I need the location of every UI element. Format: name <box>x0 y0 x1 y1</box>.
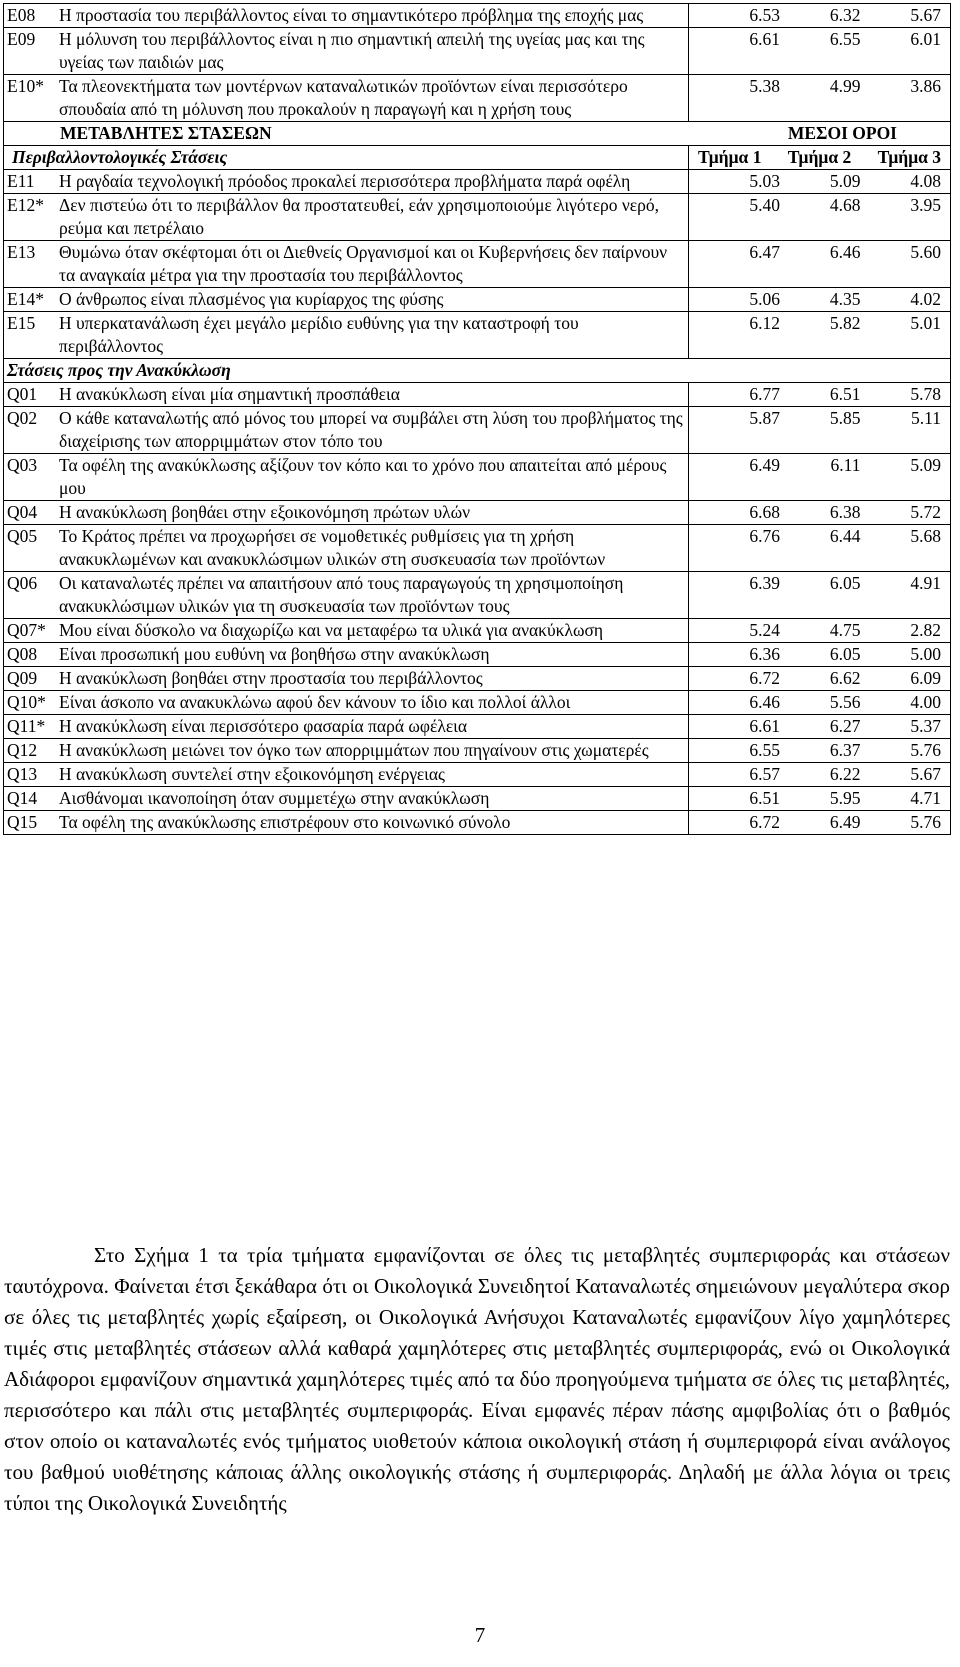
table-row <box>4 501 951 525</box>
mean-segment-2: 6.38 <box>829 502 861 522</box>
section-row-recycling <box>4 359 951 383</box>
column-header-segment-2: Τμήμα 2 <box>787 147 852 167</box>
mean-segment-1: 6.72 <box>749 812 780 832</box>
item-code: Q09 <box>7 668 38 688</box>
mean-segment-2: 6.55 <box>829 29 861 49</box>
item-statement: Η υπερκατανάλωση έχει μεγάλο μερίδιο ευθύνης για την καταστροφή του περιβάλλοντος <box>59 313 579 356</box>
mean-segment-3: 5.76 <box>910 812 941 832</box>
mean-segment-1: 5.06 <box>749 289 780 309</box>
mean-segment-3: 4.00 <box>910 692 941 712</box>
mean-segment-3: 5.09 <box>910 455 941 475</box>
mean-segment-2: 6.37 <box>829 740 861 760</box>
item-code: E15 <box>7 313 36 333</box>
mean-segment-2: 6.22 <box>829 764 861 784</box>
mean-segment-2: 6.46 <box>829 242 861 262</box>
mean-segment-1: 5.24 <box>749 620 780 640</box>
mean-segment-1: 6.39 <box>749 573 780 593</box>
table-row <box>4 715 951 739</box>
item-code: E12* <box>7 195 44 215</box>
item-code: Q12 <box>7 740 38 760</box>
mean-segment-3: 4.02 <box>910 289 941 309</box>
table-row <box>4 312 951 359</box>
header-right-label: ΜΕΣΟΙ ΟΡΟΙ <box>787 123 897 143</box>
item-statement: Τα οφέλη της ανακύκλωσης επιστρέφουν στο κοινωνικό σύνολο <box>59 812 511 832</box>
mean-segment-3: 2.82 <box>910 620 941 640</box>
table-row <box>4 75 951 122</box>
item-statement: Τα πλεονεκτήματα των μοντέρνων καταναλωτικών προϊόντων είναι περισσότερο σπουδαία από τη μόλυνση που προκαλούν η παραγωγή και η χρήση τους <box>59 76 628 119</box>
item-statement: Η ανακύκλωση βοηθάει στην εξοικονόμηση πρώτων υλών <box>59 502 471 522</box>
mean-segment-2: 4.68 <box>829 195 861 215</box>
mean-segment-3: 5.68 <box>910 526 941 546</box>
mean-segment-1: 6.12 <box>749 313 780 333</box>
table-header <box>4 122 951 170</box>
mean-segment-3: 4.08 <box>910 171 941 191</box>
item-code: Q03 <box>7 455 38 475</box>
mean-segment-3: 3.95 <box>910 195 941 215</box>
attitudes-means-table <box>3 3 951 835</box>
table-environmental-rows <box>4 170 951 359</box>
mean-segment-2: 5.95 <box>829 788 861 808</box>
table-row <box>4 454 951 501</box>
mean-segment-1: 6.36 <box>749 644 780 664</box>
subheader-row <box>4 146 951 170</box>
column-header-segment-3: Τμήμα 3 <box>877 147 941 167</box>
item-statement: Ο άνθρωπος είναι πλασμένος για κυρίαρχος της φύσης <box>59 289 444 309</box>
item-code: Q02 <box>7 408 38 428</box>
table-row <box>4 288 951 312</box>
section-title-environmental: Περιβαλλοντολογικές Στάσεις <box>4 146 689 170</box>
item-code: Q08 <box>7 644 38 664</box>
mean-segment-3: 3.86 <box>910 76 941 96</box>
mean-segment-1: 6.76 <box>749 526 780 546</box>
table-recycle-header <box>4 359 951 383</box>
mean-segment-1: 5.03 <box>749 171 780 191</box>
mean-segment-2: 4.75 <box>829 620 861 640</box>
mean-segment-3: 5.72 <box>910 502 941 522</box>
item-statement: Η ανακύκλωση μειώνει τον όγκο των απορριμμάτων που πηγαίνουν στις χωματερές <box>59 740 649 760</box>
table-row <box>4 170 951 194</box>
item-code: Q06 <box>7 573 38 593</box>
item-code: Q13 <box>7 764 38 784</box>
mean-segment-1: 6.68 <box>749 502 780 522</box>
header-row <box>4 122 951 146</box>
item-statement: Θυμώνω όταν σκέφτομαι ότι οι Διεθνείς Οργανισμοί και οι Κυβερνήσεις δεν παίρνουν τα αναγκαία μέτρα για την προστασία του περιβάλλοντος <box>59 242 668 285</box>
table-row <box>4 667 951 691</box>
table-row <box>4 407 951 454</box>
mean-segment-2: 4.35 <box>829 289 861 309</box>
mean-segment-2: 6.62 <box>829 668 861 688</box>
item-statement: Η προστασία του περιβάλλοντος είναι το σημαντικότερο πρόβλημα της εποχής μας <box>59 5 644 25</box>
item-statement: Είναι προσωπική μου ευθύνη να βοηθήσω στην ανακύκλωση <box>59 644 490 664</box>
table-row <box>4 619 951 643</box>
mean-segment-2: 6.05 <box>829 573 861 593</box>
item-code: E10* <box>7 76 44 96</box>
item-statement: Είναι άσκοπο να ανακυκλώνω αφού δεν κάνουν το ίδιο και πολλοί άλλοι <box>59 692 571 712</box>
mean-segment-3: 5.76 <box>910 740 941 760</box>
table-row <box>4 739 951 763</box>
column-header-segment-1: Τμήμα 1 <box>698 147 762 167</box>
mean-segment-3: 5.11 <box>911 408 941 428</box>
mean-segment-3: 6.01 <box>910 29 941 49</box>
mean-segment-2: 5.56 <box>829 692 861 712</box>
table-row <box>4 811 951 835</box>
section-title-recycling: Στάσεις προς την Ανακύκλωση <box>4 359 951 383</box>
mean-segment-2: 6.05 <box>829 644 861 664</box>
mean-segment-3: 5.60 <box>910 242 941 262</box>
mean-segment-1: 6.57 <box>749 764 780 784</box>
mean-segment-1: 6.46 <box>749 692 780 712</box>
header-left-label: ΜΕΤΑΒΛΗΤΕΣ ΣΤΑΣΕΩΝ <box>60 123 272 143</box>
item-code: Q05 <box>7 526 38 546</box>
mean-segment-2: 5.09 <box>829 171 861 191</box>
item-code: E13 <box>7 242 36 262</box>
mean-segment-1: 6.55 <box>749 740 780 760</box>
table-row <box>4 525 951 572</box>
table-row <box>4 787 951 811</box>
item-statement: Μου είναι δύσκολο να διαχωρίζω και να μεταφέρω τα υλικά για ανακύκλωση <box>59 620 604 640</box>
table-row <box>4 691 951 715</box>
mean-segment-1: 6.49 <box>749 455 780 475</box>
item-statement: Δεν πιστεύω ότι το περιβάλλον θα προστατευθεί, εάν χρησιμοποιούμε λιγότερο νερό, ρεύμα και πετρέλαιο <box>59 195 660 238</box>
mean-segment-1: 5.40 <box>749 195 780 215</box>
mean-segment-1: 5.38 <box>749 76 780 96</box>
item-code: E11 <box>7 171 35 191</box>
item-statement: Η ανακύκλωση συντελεί στην εξοικονόμηση ενέργειας <box>59 764 445 784</box>
mean-segment-3: 5.67 <box>910 5 941 25</box>
item-statement: Η ανακύκλωση είναι περισσότερο φασαρία παρά ωφέλεια <box>59 716 468 736</box>
item-code: Q11* <box>7 716 46 736</box>
item-code: Q15 <box>7 812 38 832</box>
mean-segment-3: 5.00 <box>910 644 941 664</box>
mean-segment-2: 6.51 <box>829 384 861 404</box>
mean-segment-3: 5.37 <box>910 716 941 736</box>
table-row <box>4 643 951 667</box>
mean-segment-3: 5.67 <box>910 764 941 784</box>
item-code: Q04 <box>7 502 38 522</box>
mean-segment-1: 6.77 <box>749 384 780 404</box>
mean-segment-1: 6.53 <box>749 5 780 25</box>
mean-segment-2: 5.85 <box>829 408 861 428</box>
item-statement: Η μόλυνση του περιβάλλοντος είναι η πιο σημαντική απειλή της υγείας μας και της υγείας των παιδιών μας <box>59 29 645 72</box>
mean-segment-2: 6.32 <box>829 5 861 25</box>
mean-segment-3: 5.01 <box>910 313 941 333</box>
item-code: Q10* <box>7 692 46 712</box>
table-row <box>4 763 951 787</box>
mean-segment-3: 6.09 <box>910 668 941 688</box>
table-row <box>4 194 951 241</box>
table-recycling-rows <box>4 383 951 835</box>
mean-segment-1: 6.51 <box>749 788 780 808</box>
mean-segment-1: 6.47 <box>749 242 780 262</box>
body-paragraph <box>4 1240 950 1519</box>
item-statement: Η ανακύκλωση είναι μία σημαντική προσπάθεια <box>59 384 400 404</box>
table-top-rows <box>4 4 951 122</box>
table-row <box>4 28 951 75</box>
mean-segment-2: 6.44 <box>829 526 861 546</box>
table-row <box>4 383 951 407</box>
item-code: E14* <box>7 289 44 309</box>
table-row <box>4 4 951 28</box>
mean-segment-1: 6.72 <box>749 668 780 688</box>
table-row <box>4 572 951 619</box>
mean-segment-3: 5.78 <box>910 384 941 404</box>
mean-segment-1: 5.87 <box>749 408 780 428</box>
item-code: E09 <box>7 29 36 49</box>
item-statement: Τα οφέλη της ανακύκλωσης αξίζουν τον κόπο και το χρόνο που απαιτείται από μέρους μου <box>59 455 667 498</box>
mean-segment-3: 4.91 <box>910 573 941 593</box>
mean-segment-2: 6.27 <box>829 716 861 736</box>
mean-segment-2: 6.49 <box>829 812 861 832</box>
item-statement: Το Κράτος πρέπει να προχωρήσει σε νομοθετικές ρυθμίσεις για τη χρήση ανακυκλωμένων και ανακυκλώσιμων υλικών στη συσκευασία των προϊόντων <box>59 526 606 569</box>
item-statement: Ο κάθε καταναλωτής από μόνος του μπορεί να συμβάλει στη λύση του προβλήματος της διαχείρισης των απορριμμάτων στον τόπο του <box>59 408 683 451</box>
item-code: Q14 <box>7 788 38 808</box>
page-number: 7 <box>474 1623 486 1647</box>
item-statement: Η ραγδαία τεχνολογική πρόοδος προκαλεί περισσότερα προβλήματα παρά οφέλη <box>59 171 631 191</box>
mean-segment-2: 5.82 <box>829 313 861 333</box>
mean-segment-1: 6.61 <box>749 716 780 736</box>
item-statement: Αισθάνομαι ικανοποίηση όταν συμμετέχω στην ανακύκλωση <box>59 788 490 808</box>
item-code: Q07* <box>7 620 46 640</box>
item-code: Q01 <box>7 384 38 404</box>
mean-segment-2: 6.11 <box>830 455 861 475</box>
table-row <box>4 241 951 288</box>
mean-segment-3: 4.71 <box>910 788 941 808</box>
item-statement: Οι καταναλωτές πρέπει να απαιτήσουν από τους παραγωγούς τη χρησιμοποίηση ανακυκλώσιμων υλικών για τη συσκευασία των προϊόντων τους <box>59 573 624 616</box>
item-statement: Η ανακύκλωση βοηθάει στην προστασία του περιβάλλοντος <box>59 668 483 688</box>
mean-segment-1: 6.61 <box>749 29 780 49</box>
item-code: E08 <box>7 5 36 25</box>
mean-segment-2: 4.99 <box>829 76 861 96</box>
body-paragraph-text: Στο Σχήμα 1 τα τρία τμήματα εμφανίζονται σε όλες τις μεταβλητές συμπεριφοράς και στάσεων ταυτόχρονα. Φαίνεται έτσι ξεκάθαρα ότι οι Οικολογικά Συνειδητοί Καταναλωτές σημειώνουν μεγαλύτερα σκορ σε όλες τις μεταβλητές χωρίς εξαίρεση, οι Οικολογικά Ανήσυχοι Καταναλωτές εμφανίζουν λίγο χαμηλότερες τιμές στις μεταβλητές στάσεων αλλά καθαρά χαμηλότερες στις μεταβλητές συμπεριφοράς, ενώ οι Οικολογικά Αδιάφοροι εμφανίζουν σημαντικά χαμηλότερες τιμές από τα δύο προηγούμενα τμήματα σε όλες τις μεταβλητές, περισσότερο και πάλι στις μεταβλητές συμπεριφοράς. Είναι εμφανές πέραν πάσης αμφιβολίας ότι ο βαθμός στον οποίο οι καταναλωτές ενός τμήματος υιοθετούν κάποια οικολογική στάση ή συμπεριφορά είναι ανάλογος του βαθμού υιοθέτησης κάποιας άλλης οικολογικής στάσης ή συμπεριφοράς. Δηλαδή με άλλα λόγια οι τρεις τύποι της Οικολογικά Συνειδητής <box>4 1243 950 1515</box>
